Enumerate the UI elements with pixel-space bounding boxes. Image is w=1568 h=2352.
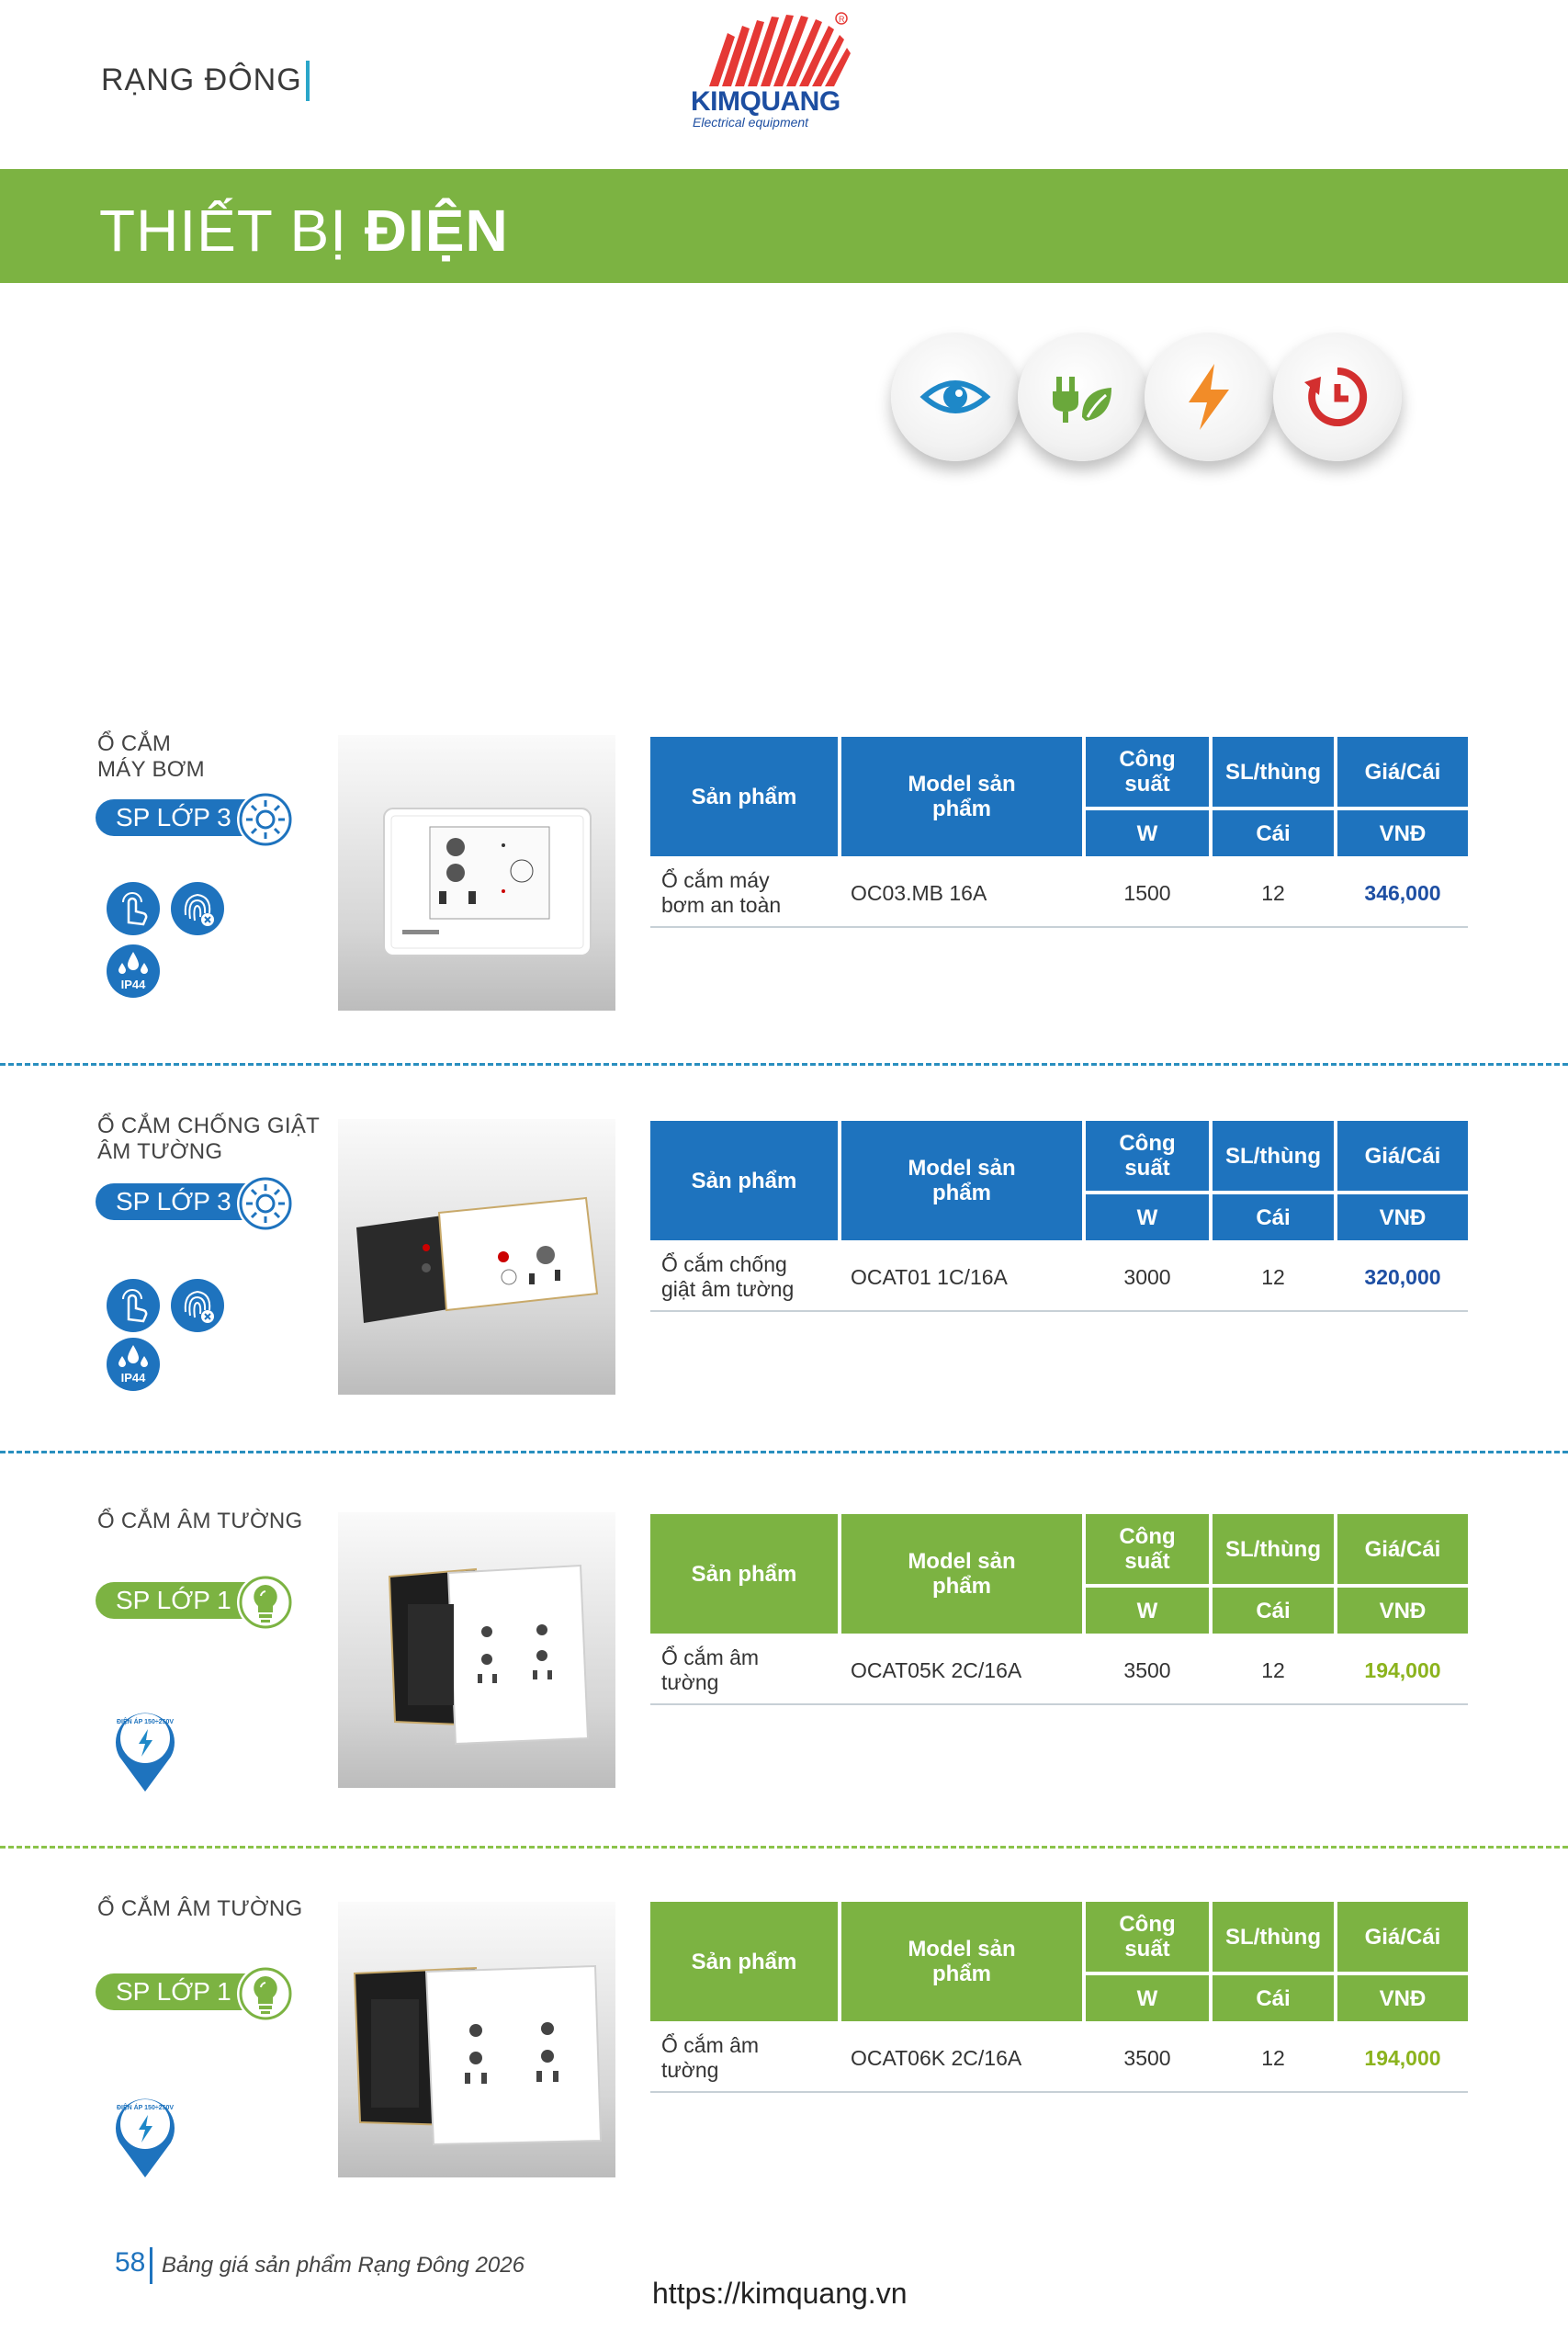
- section-divider: [0, 1846, 1568, 1849]
- row-divider: [650, 926, 1468, 928]
- header-power-unit: W: [1086, 810, 1209, 856]
- header-product: Sản phẩm: [650, 1902, 838, 2021]
- cell-product: [661, 2030, 836, 2086]
- header-product: Sản phẩm: [650, 1121, 838, 1240]
- cell-model: OCAT05K 2C/16A: [851, 1657, 1022, 1682]
- header-power: Công suất: [1086, 1902, 1209, 1972]
- cell-qty: 12: [1261, 2045, 1285, 2070]
- class-label: SP LỚP 1: [116, 1586, 231, 1614]
- voltage-pin-icon: [110, 1705, 180, 1793]
- cell-qty: 12: [1261, 880, 1285, 905]
- class-label: SP LỚP 1: [116, 1977, 231, 2006]
- cell-price: 194,000: [1364, 2045, 1441, 2070]
- row-divider: [650, 1703, 1468, 1705]
- logo-wordmark: KIMQUANG: [691, 86, 840, 117]
- cell-price: 320,000: [1364, 1264, 1441, 1289]
- footer-caption: Bảng giá sản phẩm Rạng Đông 2026: [162, 2253, 525, 2278]
- product-photo: [338, 1902, 615, 2177]
- category-line: Ổ CẮM: [97, 731, 172, 756]
- page-number: 58: [115, 2247, 146, 2278]
- brand-divider: [306, 61, 310, 101]
- product-line: Ổ cắm chống: [661, 1252, 787, 1276]
- product-photo: [338, 1512, 615, 1788]
- header-model: Model sản phẩm: [841, 1902, 1082, 2021]
- category-line: Ổ CẮM ÂM TƯỜNG: [97, 1509, 303, 1533]
- header-model: Model sản phẩm: [841, 737, 1082, 856]
- voltage-pin-icon: [110, 2091, 180, 2179]
- banner-title-light: THIẾT BỊ: [99, 198, 365, 264]
- logo-subtitle: Electrical equipment: [693, 115, 809, 130]
- cell-product: [661, 865, 836, 921]
- header-power: Công suất: [1086, 1121, 1209, 1191]
- category-title: [97, 1896, 303, 1922]
- product-line: Ổ cắm máy: [661, 868, 770, 892]
- svg-text:IP44: IP44: [120, 978, 146, 991]
- touch-icon: [105, 1277, 162, 1334]
- header-power-unit: W: [1086, 1975, 1209, 2021]
- banner-title-bold: ĐIỆN: [364, 198, 509, 264]
- category-title: [97, 731, 205, 783]
- sun-class-icon: [237, 1175, 294, 1232]
- section-divider: [0, 1063, 1568, 1066]
- lightning-icon: [1145, 333, 1273, 461]
- header-product: Sản phẩm: [650, 1514, 838, 1634]
- section-divider: [0, 1451, 1568, 1453]
- header-qty: SL/thùng: [1213, 1514, 1334, 1584]
- ip44-icon: [105, 1336, 162, 1393]
- category-title: [97, 1114, 320, 1165]
- footer-divider: [150, 2247, 152, 2284]
- class-badge: [96, 1183, 287, 1220]
- ip44-icon: [105, 943, 162, 1000]
- fingerprint-icon: [169, 1277, 226, 1334]
- header-price: Giá/Cái: [1337, 1902, 1468, 1972]
- brand-name: RẠNG ĐÔNG: [101, 62, 302, 97]
- sun-class-icon: [237, 791, 294, 848]
- cell-power: 3500: [1123, 1657, 1171, 1682]
- header-power: Công suất: [1086, 737, 1209, 807]
- cell-model: OCAT06K 2C/16A: [851, 2045, 1022, 2070]
- category-line: MÁY BƠM: [97, 757, 205, 782]
- header-power: Công suất: [1086, 1514, 1209, 1584]
- header-qty-unit: Cái: [1213, 1194, 1334, 1240]
- cell-power: 3500: [1123, 2045, 1171, 2070]
- cell-qty: 12: [1261, 1657, 1285, 1682]
- cell-price: 346,000: [1364, 880, 1441, 905]
- header-qty: SL/thùng: [1213, 1121, 1334, 1191]
- touch-icon: [105, 880, 162, 937]
- bulb-class-icon: [237, 1965, 294, 2022]
- header-product: Sản phẩm: [650, 737, 838, 856]
- row-divider: [650, 2091, 1468, 2093]
- category-line: Ổ CẮM CHỐNG GIẬT: [97, 1114, 321, 1138]
- class-badge: [96, 1582, 287, 1619]
- row-divider: [650, 1310, 1468, 1312]
- class-badge: [96, 799, 287, 836]
- product-line: tường: [661, 2058, 719, 2082]
- header-qty-unit: Cái: [1213, 810, 1334, 856]
- header-qty: SL/thùng: [1213, 737, 1334, 807]
- header-price: Giá/Cái: [1337, 737, 1468, 807]
- cell-price: 194,000: [1364, 1657, 1441, 1682]
- header-price-unit: VNĐ: [1337, 810, 1468, 856]
- eye-icon: [891, 333, 1020, 461]
- class-label: SP LỚP 3: [116, 1187, 231, 1216]
- header-qty: SL/thùng: [1213, 1902, 1334, 1972]
- cell-product: [661, 1643, 836, 1698]
- product-line: giật âm tường: [661, 1277, 795, 1301]
- cell-model: OCAT01 1C/16A: [851, 1264, 1008, 1289]
- class-badge: [96, 1973, 287, 2010]
- category-title: [97, 1509, 303, 1534]
- header-power-unit: W: [1086, 1588, 1209, 1634]
- product-photo: [338, 1119, 615, 1395]
- product-line: tường: [661, 1670, 719, 1694]
- section-banner: [0, 169, 1568, 283]
- svg-text:IP44: IP44: [120, 1371, 146, 1385]
- svg-text:ĐIỆN ÁP 150÷250V: ĐIỆN ÁP 150÷250V: [116, 2105, 175, 2111]
- timer-icon: [1273, 333, 1402, 461]
- category-line: Ổ CẮM ÂM TƯỜNG: [97, 1896, 303, 1921]
- class-label: SP LỚP 3: [116, 803, 231, 831]
- header-price-unit: VNĐ: [1337, 1588, 1468, 1634]
- header-price: Giá/Cái: [1337, 1121, 1468, 1191]
- category-line: ÂM TƯỜNG: [97, 1139, 223, 1164]
- header-price-unit: VNĐ: [1337, 1975, 1468, 2021]
- fingerprint-icon: [169, 880, 226, 937]
- cell-model: OC03.MB 16A: [851, 880, 987, 905]
- header-power-unit: W: [1086, 1194, 1209, 1240]
- bulb-class-icon: [237, 1574, 294, 1631]
- cell-power: 1500: [1123, 880, 1171, 905]
- website-link[interactable]: https://kimquang.vn: [652, 2277, 908, 2310]
- header-price: Giá/Cái: [1337, 1514, 1468, 1584]
- header-price-unit: VNĐ: [1337, 1194, 1468, 1240]
- svg-text:ĐIỆN ÁP 150÷250V: ĐIỆN ÁP 150÷250V: [116, 1719, 175, 1725]
- product-line: Ổ cắm âm: [661, 1645, 760, 1669]
- product-line: Ổ cắm âm: [661, 2033, 760, 2057]
- svg-text:R: R: [839, 15, 845, 24]
- cell-qty: 12: [1261, 1264, 1285, 1289]
- banner-title: [99, 197, 509, 265]
- header-qty-unit: Cái: [1213, 1975, 1334, 2021]
- header-qty-unit: Cái: [1213, 1588, 1334, 1634]
- header-model: Model sản phẩm: [841, 1514, 1082, 1634]
- product-photo: [338, 735, 615, 1011]
- header-model: Model sản phẩm: [841, 1121, 1082, 1240]
- kimquang-logo: [691, 6, 861, 130]
- product-line: bơm an toàn: [661, 893, 782, 917]
- cell-power: 3000: [1123, 1264, 1171, 1289]
- cell-product: [661, 1250, 836, 1305]
- eco-plug-icon: [1018, 333, 1146, 461]
